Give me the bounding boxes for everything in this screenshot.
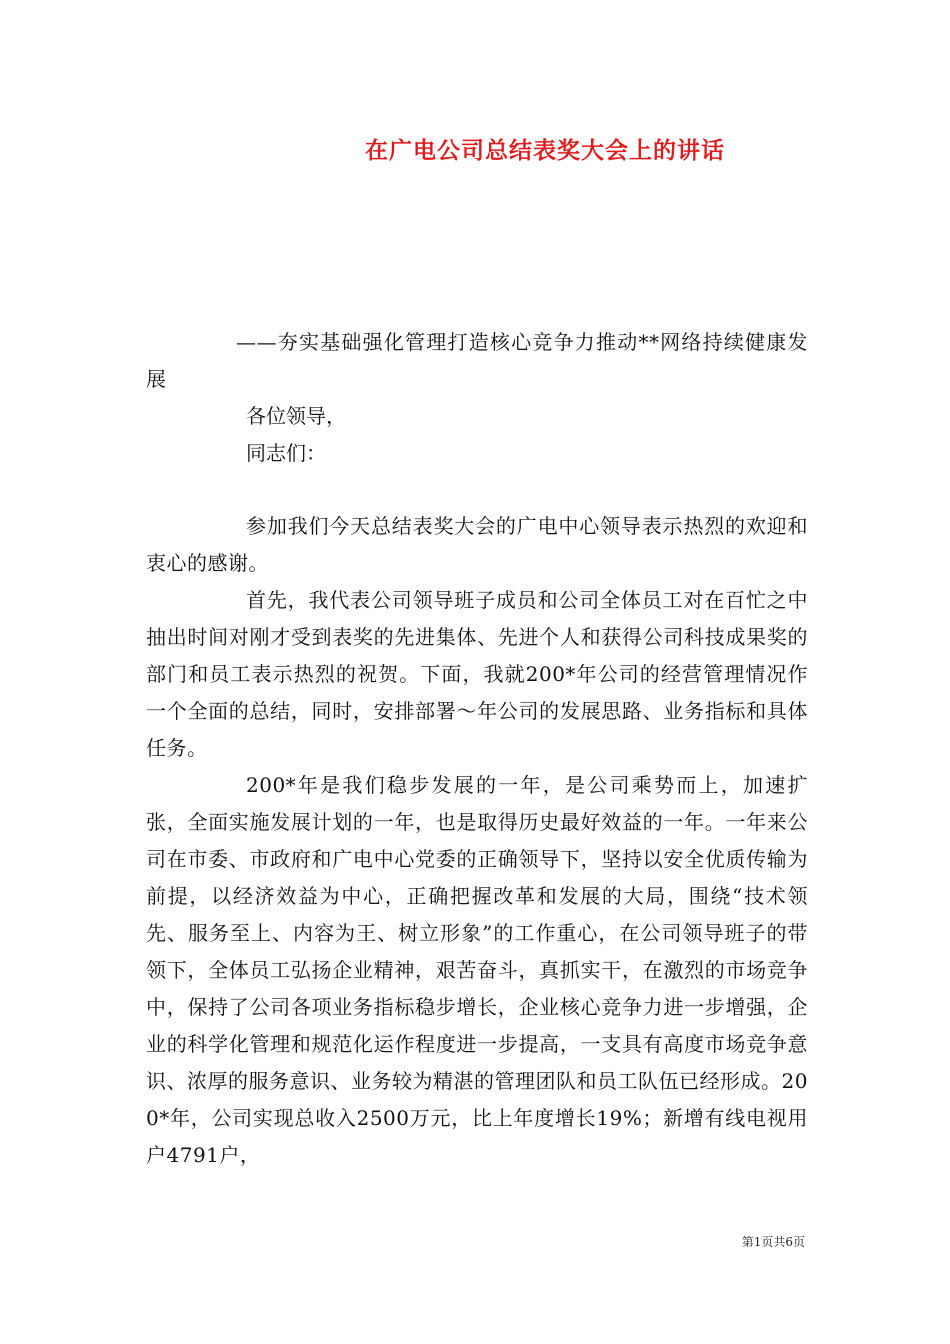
salutation-line-2: 同志们： [246, 441, 326, 465]
paragraph-1: 参加我们今天总结表奖大会的广电中心领导表示热烈的欢迎和衷心的感谢。 [146, 514, 808, 575]
document-title: 在广电公司总结表奖大会上的讲话 [365, 138, 725, 164]
document-body [146, 508, 808, 1174]
document-subtitle [146, 324, 808, 398]
salutation-line-1: 各位领导， [246, 404, 346, 428]
page-number: 第1页共6页 [741, 1235, 805, 1249]
paragraph-2: 首先，我代表公司领导班子成员和公司全体员工对在百忙之中抽出时间对刚才受到表奖的先进集体、先进个人和获得公司科技成果奖的部门和员工表示热烈的祝贺。下面，我就200*年公司的经营管理情况作一个全面的总结，同时，安排部署～年公司的发展思路、业务指标和具体任务。 [146, 588, 808, 760]
subtitle-text: ——夯实基础强化管理打造核心竞争力推动**网络持续健康发展 [146, 330, 808, 391]
paragraph-3: 200*年是我们稳步发展的一年，是公司乘势而上，加速扩张，全面实施发展计划的一年，也是取得历史最好效益的一年。一年来公司在市委、市政府和广电中心党委的正确领导下，坚持以安全优质传输为前提，以经济效益为中心，正确把握改革和发展的大局，围绕“技术领先、服务至上、内容为王、树立形象”的工作重心，在公司领导班子的带领下，全体员工弘扬企业精神，艰苦奋斗，真抓实干，在激烈的市场竞争中，保持了公司各项业务指标稳步增长，企业核心竞争力进一步增强，企业的科学化管理和规范化运作程度进一步提高，一支具有高度市场竞争意识、浓厚的服务意识、业务较为精湛的管理团队和员工队伍已经形成。200*年，公司实现总收入2500万元，比上年度增长19%；新增有线电视用户4791户， [146, 773, 808, 1167]
